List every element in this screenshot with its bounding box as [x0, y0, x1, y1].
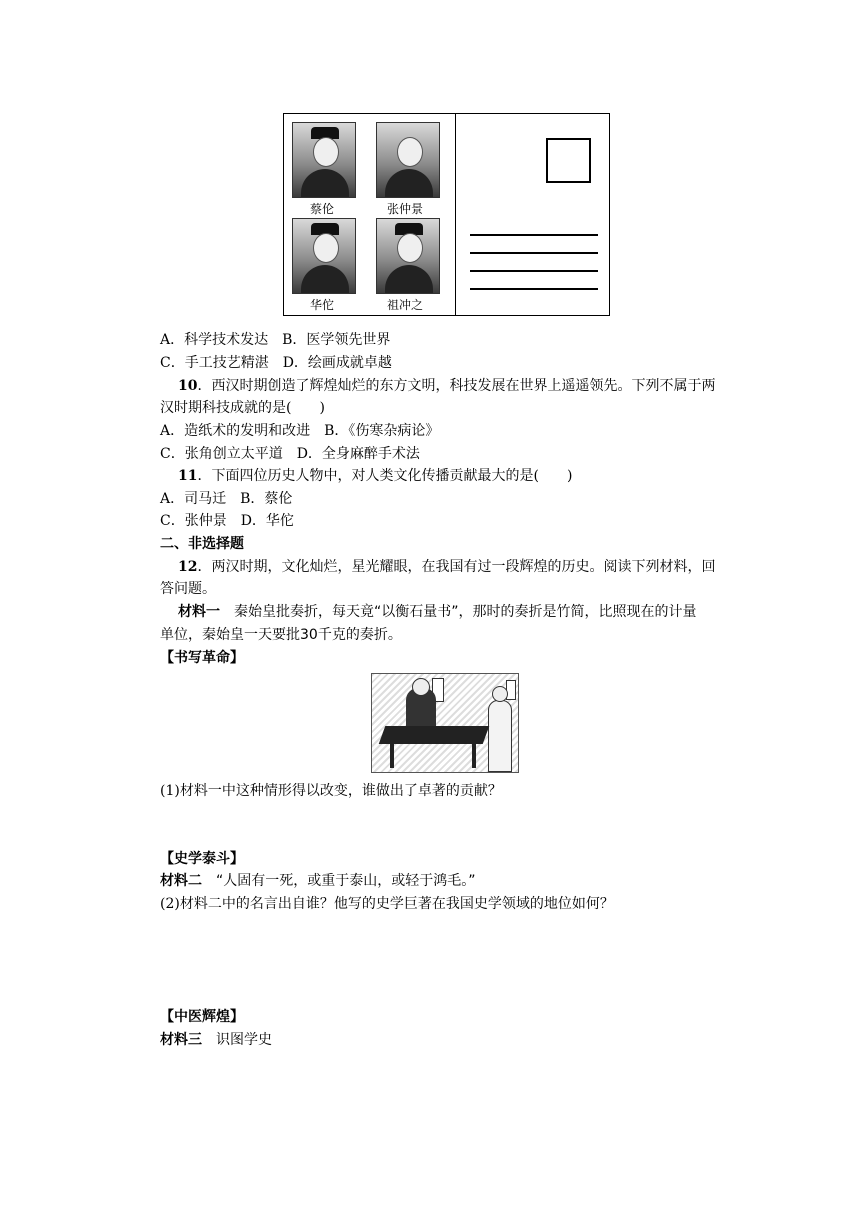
q10-number: 10 [178, 378, 198, 394]
postcard-figure [283, 113, 610, 316]
q12-stem-line1 [178, 557, 715, 577]
q12-stem-text: ．两汉时期，文化灿烂，星光耀眼，在我国有过一段辉煌的历史。阅读下列材料，回 [197, 559, 716, 575]
q10-stem-line2: 汉时期科技成就的是( ) [160, 400, 325, 416]
postcard-divider [455, 114, 456, 315]
q10-options-line1: A．造纸术的发明和改进 B．《伤寒杂病论》 [160, 423, 440, 439]
portrait-zhang-zhongjing [376, 122, 440, 198]
q10-stem-text: ．西汉时期创造了辉煌灿烂的东方文明，科技发展在世界上遥遥领先。下列不属于两 [197, 378, 716, 394]
address-line [470, 234, 598, 236]
heading-writing-revolution: 【书写革命】 [160, 650, 244, 666]
robe-shape [385, 169, 433, 197]
sub-question-2: (2)材料二中的名言出自谁？他写的史学巨著在我国史学领域的地位如何？ [160, 896, 614, 912]
address-line [470, 288, 598, 290]
portrait-label: 张仲景 [387, 202, 424, 216]
face-shape [313, 233, 339, 263]
robe-shape [385, 265, 433, 293]
face-shape [397, 137, 423, 167]
standing-figure [488, 700, 512, 772]
robe-shape [301, 169, 349, 197]
q11-number: 11 [178, 468, 198, 484]
heading-history-master: 【史学泰斗】 [160, 851, 244, 867]
q11-stem [178, 466, 572, 486]
portrait-label: 蔡伦 [310, 202, 335, 216]
material2-text: “人固有一死，或重于泰山，或轻于鸿毛。” [202, 873, 476, 889]
material3-text: 识图学史 [202, 1032, 272, 1048]
portrait-hua-tuo [292, 218, 356, 294]
sub-question-1: (1)材料一中这种情形得以改变，谁做出了卓著的贡献？ [160, 783, 502, 799]
material1-text: 秦始皇批奏折，每天竟“以衡石量书”，那时的奏折是竹简，比照现在的计量 [220, 604, 697, 620]
q9-options-line2: C．手工技艺精湛 D．绘画成就卓越 [160, 355, 392, 371]
desk-leg [472, 742, 476, 768]
address-line [470, 270, 598, 272]
stamp-box [546, 138, 591, 183]
robe-shape [301, 265, 349, 293]
q11-options-line1: A．司马迁 B．蔡伦 [160, 491, 293, 507]
q10-stem-line1 [178, 376, 715, 396]
material1-line1 [178, 602, 697, 622]
portrait-cai-lun [292, 122, 356, 198]
face-shape [313, 137, 339, 167]
material3-line [160, 1030, 272, 1050]
q11-options-line2: C．张仲景 D．华佗 [160, 513, 294, 529]
material3-label: 材料三 [160, 1032, 202, 1048]
material1-label: 材料一 [178, 604, 220, 620]
material2-label: 材料二 [160, 873, 202, 889]
material2-line [160, 871, 476, 891]
q9-options-line1: A．科学技术发达 B．医学领先世界 [160, 332, 391, 348]
q10-options-line2: C．张角创立太平道 D．全身麻醉手术法 [160, 446, 420, 462]
q11-stem-text: ．下面四位历史人物中，对人类文化传播贡献最大的是( ) [197, 468, 573, 484]
face-shape [397, 233, 423, 263]
figure-head [412, 678, 430, 696]
portrait-zu-chongzhi [376, 218, 440, 294]
label-tag [506, 680, 516, 700]
heading-chinese-medicine: 【中医辉煌】 [160, 1009, 244, 1025]
section-heading: 二、非选择题 [160, 536, 244, 552]
material1-line2: 单位，秦始皇一天要批30千克的奏折。 [160, 627, 402, 643]
desk-leg [390, 742, 394, 768]
emperor-reading-illustration [371, 673, 519, 773]
q12-stem-line2: 答问题。 [160, 581, 216, 597]
portrait-label: 华佗 [310, 298, 335, 312]
address-line [470, 252, 598, 254]
q12-number: 12 [178, 559, 198, 575]
portrait-label: 祖冲之 [387, 298, 424, 312]
figure-head [492, 686, 508, 702]
